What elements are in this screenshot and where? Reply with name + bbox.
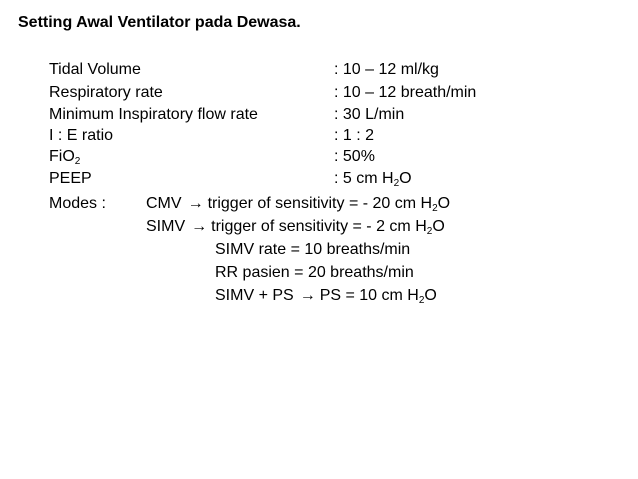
mode-text: trigger of sensitivity = - 20 cm H — [207, 195, 433, 212]
mode-name: SIMV — [146, 218, 186, 235]
mode-simv-ps — [215, 287, 437, 305]
setting-value: : 50% — [334, 148, 375, 165]
subscript: 2 — [432, 203, 438, 214]
setting-value: : 1 : 2 — [334, 127, 375, 144]
mode-name: SIMV + PS — [215, 287, 294, 304]
setting-label: PEEP — [49, 170, 92, 187]
setting-value: : 30 L/min — [334, 106, 405, 123]
subscript: 2 — [418, 295, 425, 306]
setting-label: Minimum Inspiratory flow rate — [49, 106, 258, 123]
setting-label: Respiratory rate — [49, 84, 163, 101]
arrow-right-icon: → — [191, 218, 208, 235]
peep-value-text: : 5 cm H — [334, 170, 394, 187]
mode-simv — [146, 218, 445, 236]
modes-label: Modes : — [49, 195, 106, 212]
mode-tail: O — [432, 218, 445, 235]
setting-value: : 10 – 12 breath/min — [334, 84, 477, 101]
peep-value-tail: O — [399, 170, 412, 187]
mode-tail: O — [424, 287, 437, 304]
subscript: 2 — [393, 178, 400, 189]
mode-cmv — [146, 195, 450, 213]
subscript: 2 — [426, 226, 433, 237]
mode-tail: O — [437, 195, 451, 212]
setting-label: I : E ratio — [49, 127, 114, 144]
setting-value — [334, 169, 412, 189]
setting-label — [49, 147, 80, 167]
arrow-right-icon: → — [299, 287, 316, 304]
fio-text: FiO — [49, 148, 75, 165]
mode-text: trigger of sensitivity = - 2 cm H — [211, 218, 427, 235]
mode-simv-rate: SIMV rate = 10 breaths/min — [215, 241, 411, 258]
mode-text: PS = 10 cm H — [319, 287, 419, 304]
setting-label: Tidal Volume — [49, 61, 141, 78]
mode-name: CMV — [146, 195, 182, 212]
arrow-right-icon: → — [187, 195, 204, 212]
mode-rr-pasien: RR pasien = 20 breaths/min — [215, 264, 414, 281]
page-title: Setting Awal Ventilator pada Dewasa. — [18, 14, 301, 31]
subscript: 2 — [74, 156, 81, 167]
setting-value: : 10 – 12 ml/kg — [334, 61, 439, 78]
